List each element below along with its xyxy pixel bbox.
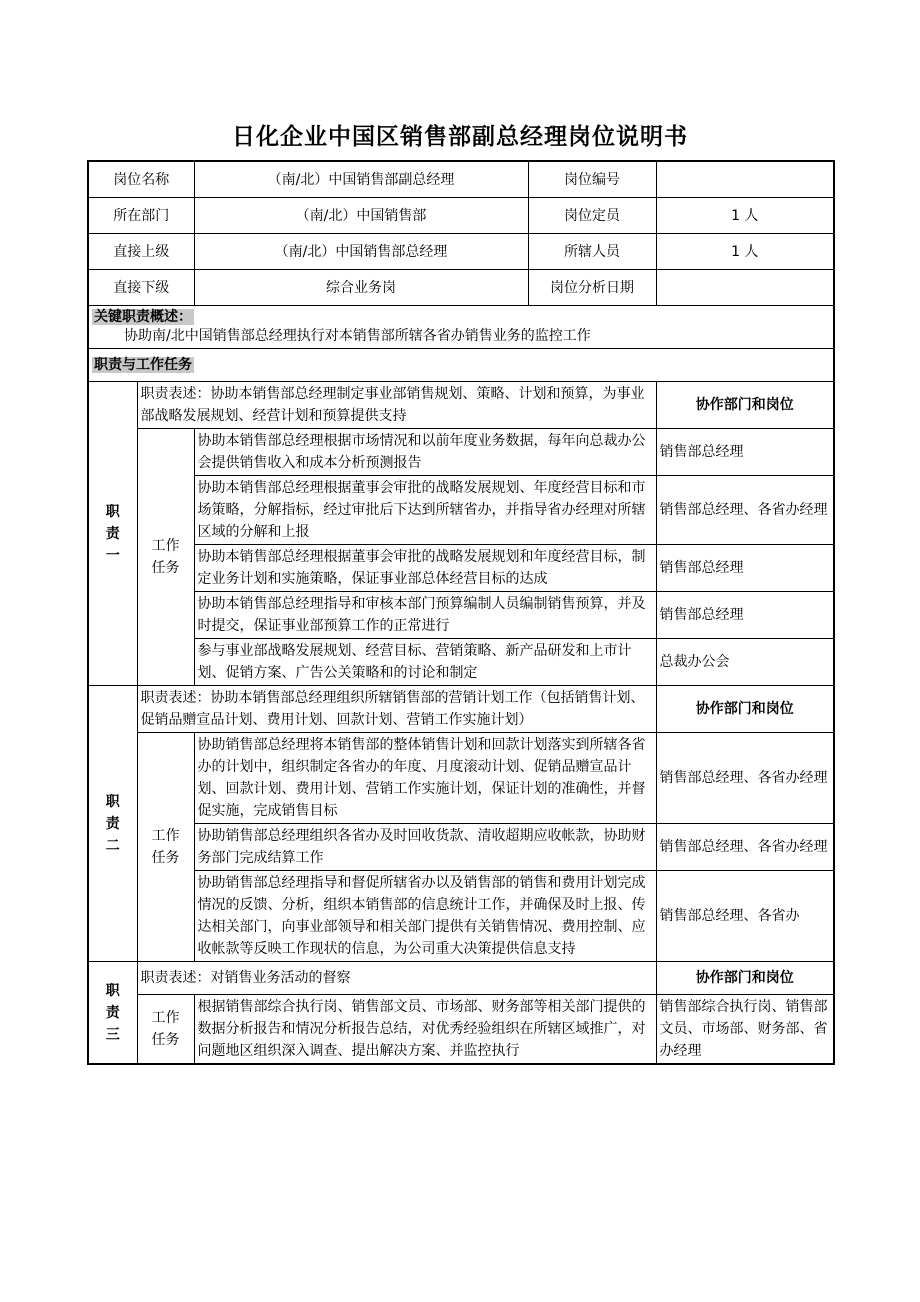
- responsibilities-heading-row: [88, 349, 834, 382]
- task-collab: 销售部总经理: [656, 545, 834, 592]
- task-text: 协助本销售部总经理根据市场情况和以前年度业务数据，每年向总裁办公会提供销售收入和成本分析预测报告: [194, 429, 656, 476]
- task-row: [88, 871, 834, 962]
- info-label: 直接上级: [88, 234, 194, 270]
- task-label: 工作 任务: [137, 429, 194, 686]
- task-text: 协助本销售部总经理根据董事会审批的战略发展规划、年度经营目标和市场策略，分解指标，经过审批后下达到所辖省办，并指导省办经理对所辖区域的分解和上报: [194, 476, 656, 545]
- info-value: 1 人: [656, 234, 834, 270]
- collab-header: 协作部门和岗位: [656, 686, 834, 733]
- summary-text: 协助南/北中国销售部总经理执行对本销售部所辖各省办销售业务的监控工作: [124, 328, 591, 344]
- collab-header: 协作部门和岗位: [656, 382, 834, 429]
- task-collab: 销售部总经理: [656, 592, 834, 639]
- task-row: [88, 429, 834, 476]
- task-row: [88, 592, 834, 639]
- info-row-department: [88, 198, 834, 234]
- collab-header: 协作部门和岗位: [656, 962, 834, 995]
- page-title: 日化企业中国区销售部副总经理岗位说明书: [232, 124, 688, 150]
- task-text: 根据销售部综合执行岗、销售部文员、市场部、财务部等相关部门提供的数据分析报告和情况分析报告总结，对优秀经验组织在所辖区域推广，对问题地区组织深入调查、提出解决方案、并监控执行: [194, 995, 656, 1065]
- task-row: [88, 545, 834, 592]
- task-collab: 销售部总经理、各省办经理: [656, 476, 834, 545]
- info-label: 岗位定员: [528, 198, 656, 234]
- duty-label: 职 责 三: [88, 962, 137, 1065]
- duty-statement: 职责表述：协助本销售部总经理组织所辖销售部的营销计划工作（包括销售计划、促销品赠宣品计划、费用计划、回款计划、营销工作实施计划）: [137, 686, 656, 733]
- task-text: 协助销售部总经理将本销售部的整体销售计划和回款计划落实到所辖各省办的计划中，组织制定各省办的年度、月度滚动计划、促销品赠宣品计划、回款计划、费用计划、营销工作实施计划，保证计划的准确性，并督促实施，完成销售目标: [194, 733, 656, 824]
- task-collab: 总裁办公会: [656, 639, 834, 686]
- task-collab: 销售部总经理、各省办经理: [656, 824, 834, 871]
- info-label: 直接下级: [88, 270, 194, 306]
- duty-statement-row: [88, 382, 834, 429]
- task-row: [88, 639, 834, 686]
- job-description-table: [87, 160, 835, 1065]
- task-label: 工作 任务: [137, 995, 194, 1065]
- task-collab: 销售部总经理、各省办: [656, 871, 834, 962]
- responsibilities-heading: 职责与工作任务: [94, 357, 192, 373]
- info-row-supervisor: [88, 234, 834, 270]
- info-value: [656, 270, 834, 306]
- task-row: [88, 824, 834, 871]
- task-row: [88, 733, 834, 824]
- task-row: [88, 476, 834, 545]
- task-row: [88, 995, 834, 1065]
- task-text: 协助销售部总经理组织各省办及时回收货款、清收超期应收帐款，协助财务部门完成结算工作: [194, 824, 656, 871]
- info-value: （南/北）中国销售部: [194, 198, 528, 234]
- info-value: （南/北）中国销售部总经理: [194, 234, 528, 270]
- info-label: 岗位分析日期: [528, 270, 656, 306]
- task-collab: 销售部总经理: [656, 429, 834, 476]
- info-label: 所在部门: [88, 198, 194, 234]
- info-label: 岗位名称: [88, 161, 194, 198]
- info-row-subordinate: [88, 270, 834, 306]
- duty-statement: 职责表述：对销售业务活动的督察: [137, 962, 656, 995]
- info-value: 综合业务岗: [194, 270, 528, 306]
- duty-statement-row: [88, 686, 834, 733]
- summary-row: [88, 306, 834, 349]
- task-collab: 销售部总经理、各省办经理: [656, 733, 834, 824]
- task-text: 参与事业部战略发展规划、经营目标、营销策略、新产品研发和上市计划、促销方案、广告公关策略和的讨论和制定: [194, 639, 656, 686]
- task-text: 协助本销售部总经理指导和审核本部门预算编制人员编制销售预算，并及时提交，保证事业部预算工作的正常进行: [194, 592, 656, 639]
- info-value: 1 人: [656, 198, 834, 234]
- task-label: 工作 任务: [137, 733, 194, 962]
- info-label: 所辖人员: [528, 234, 656, 270]
- task-collab: 销售部综合执行岗、销售部文员、市场部、财务部、省办经理: [656, 995, 834, 1065]
- info-value: [656, 161, 834, 198]
- task-text: 协助本销售部总经理根据董事会审批的战略发展规划和年度经营目标，制定业务计划和实施策略，保证事业部总体经营目标的达成: [194, 545, 656, 592]
- task-text: 协助销售部总经理指导和督促所辖省办以及销售部的销售和费用计划完成情况的反馈、分析，组织本销售部的信息统计工作，并确保及时上报、传达相关部门，向事业部领导和相关部门提供有关销售情况、费用控制、应收帐款等反映工作现状的信息，为公司重大决策提供信息支持: [194, 871, 656, 962]
- duty-label: 职 责 一: [88, 382, 137, 686]
- duty-label: 职 责 二: [88, 686, 137, 962]
- duty-statement-row: [88, 962, 834, 995]
- info-value: （南/北）中国销售部副总经理: [194, 161, 528, 198]
- duty-statement: 职责表述：协助本销售部总经理制定事业部销售规划、策略、计划和预算，为事业部战略发展规划、经营计划和预算提供支持: [137, 382, 656, 429]
- info-row-position: [88, 161, 834, 198]
- summary-heading: 关键职责概述：: [94, 309, 192, 325]
- info-label: 岗位编号: [528, 161, 656, 198]
